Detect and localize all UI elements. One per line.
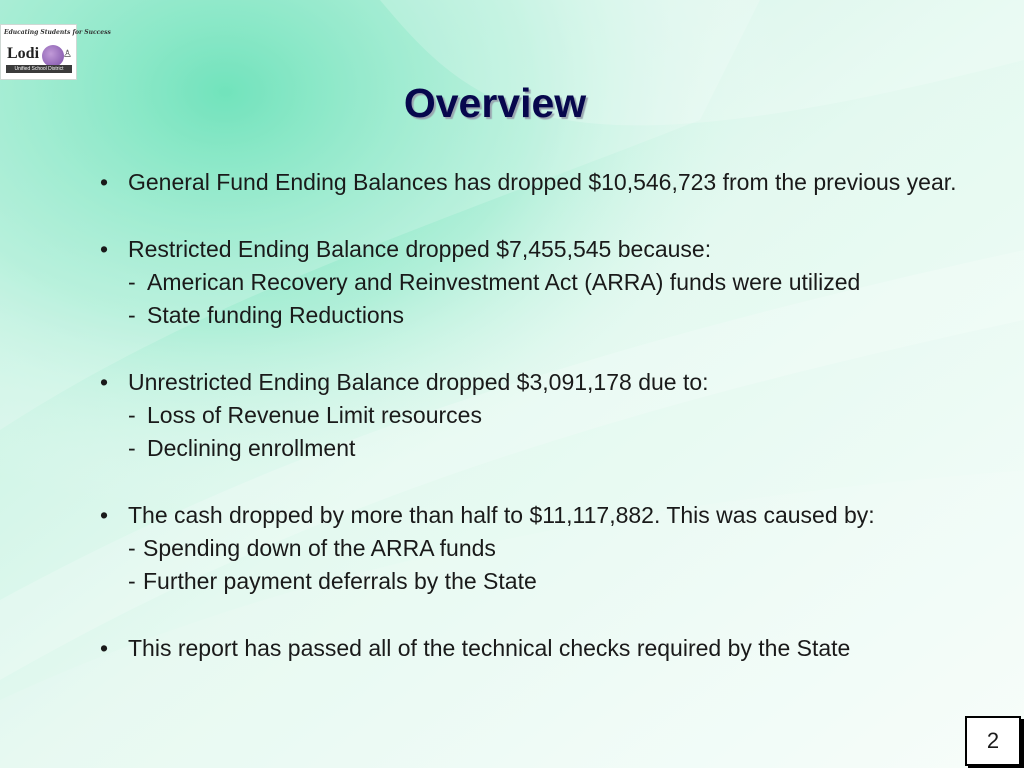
dash-marker: - bbox=[128, 568, 136, 594]
sub-item-text: Loss of Revenue Limit resources bbox=[147, 402, 482, 428]
sub-item-text: American Recovery and Reinvestment Act (ARRA) funds were utilized bbox=[147, 269, 861, 295]
bullet-general-fund bbox=[100, 166, 990, 199]
bullet-text: Restricted Ending Balance dropped $7,455,545 because: bbox=[128, 236, 712, 262]
bullet-list bbox=[100, 166, 990, 665]
slide-title: Overview bbox=[403, 80, 587, 126]
dash-marker: - bbox=[128, 435, 136, 461]
sub-item bbox=[100, 432, 990, 465]
sub-item bbox=[100, 399, 990, 432]
bullet-dot-icon: • bbox=[100, 369, 109, 395]
children-silhouette-icon: ♙ bbox=[63, 49, 72, 60]
dash-marker: - bbox=[128, 402, 136, 428]
district-logo bbox=[0, 24, 111, 80]
dash-marker: - bbox=[128, 269, 136, 295]
sub-item bbox=[100, 565, 990, 598]
logo-name: Lodi bbox=[7, 45, 40, 62]
sub-item-text: Further payment deferrals by the State bbox=[143, 568, 537, 594]
bullet-unrestricted-balance bbox=[100, 366, 990, 399]
bullet-technical-checks bbox=[100, 632, 990, 665]
page-number: 2 bbox=[965, 716, 1021, 766]
dash-marker: - bbox=[128, 535, 136, 561]
sub-item-text: Spending down of the ARRA funds bbox=[143, 535, 496, 561]
sub-item-text: State funding Reductions bbox=[147, 302, 405, 328]
bullet-text: The cash dropped by more than half to $11,117,882. This was caused by: bbox=[128, 502, 875, 528]
bullet-text: Unrestricted Ending Balance dropped $3,091,178 due to: bbox=[128, 369, 709, 395]
bullet-text: General Fund Ending Balances has dropped $10,546,723 from the previous year. bbox=[128, 169, 957, 195]
sub-item bbox=[100, 532, 990, 565]
sub-item bbox=[100, 299, 990, 332]
logo-tagline: Educating Students for Success bbox=[4, 29, 111, 36]
bullet-dot-icon: • bbox=[100, 502, 109, 528]
sub-item bbox=[100, 266, 990, 299]
bullet-dot-icon: • bbox=[100, 635, 109, 661]
bullet-dot-icon: • bbox=[100, 236, 109, 262]
bullet-dot-icon: • bbox=[100, 169, 109, 195]
logo-subtitle: Unified School District bbox=[6, 65, 72, 73]
bullet-restricted-balance bbox=[100, 233, 990, 266]
bullet-cash bbox=[100, 499, 990, 532]
flower-icon bbox=[42, 45, 64, 67]
bullet-text: This report has passed all of the technical checks required by the State bbox=[128, 635, 851, 661]
dash-marker: - bbox=[128, 302, 136, 328]
sub-item-text: Declining enrollment bbox=[147, 435, 356, 461]
